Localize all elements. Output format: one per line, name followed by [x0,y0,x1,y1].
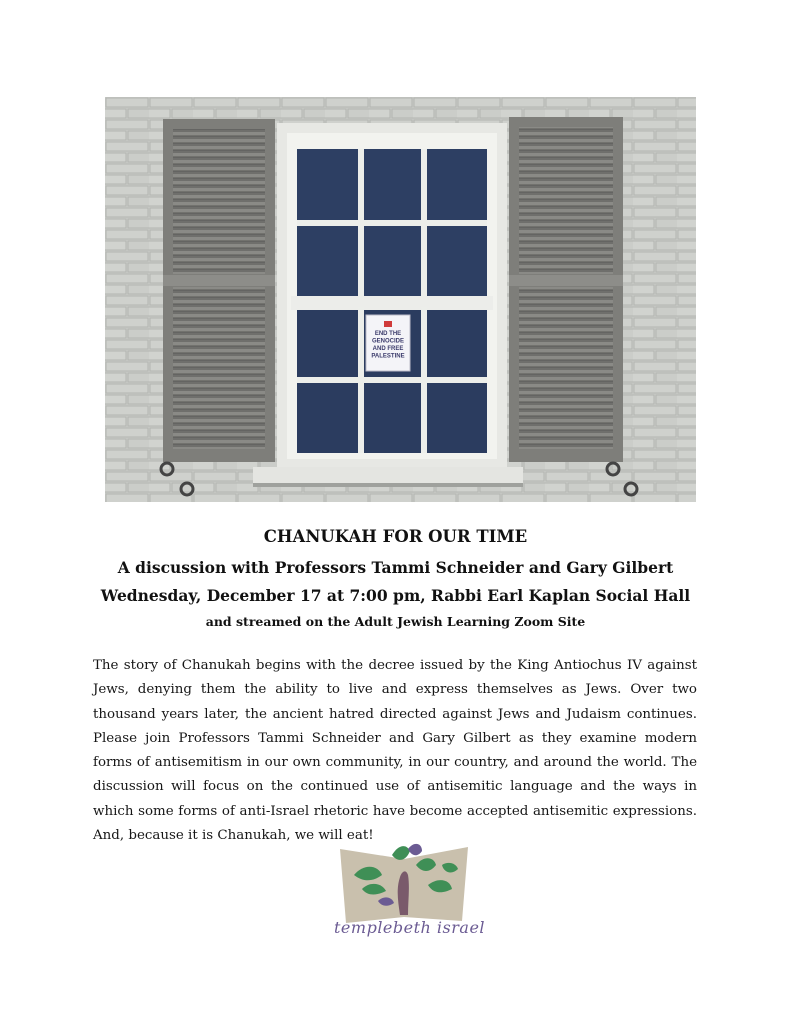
temple-beth-israel-logo [334,835,486,945]
event-description: The story of Chanukah begins with the decree issued by the King Antiochus IV against Jews, denying them the ability to live and express themselves as Jews. Over two thousand years later, the ancient hatred directed against Jews and Judaism continues. Please join Professors Tammi Schneider and Gary Gilbert as they examine modern forms of antisemitism in our own community, in our country, and around the world. The discussion will focus on the continued use of antisemitic language and the ways in which some forms of anti-Israel rhetoric have become accepted antisemitic expressions. And, because it is Chanukah, we will eat! [93,658,697,844]
window-sign-line: END THE [374,331,402,337]
window-sign-line: PALESTINE [371,353,405,360]
window-sign-line: GENOCIDE [371,338,405,345]
temple-logo-text: templebeth israel [334,918,486,937]
event-title: CHANUKAH FOR OUR TIME [263,527,528,546]
right-shutter [509,117,623,462]
window-photo [105,97,696,502]
event-streaming-note: and streamed on the Adult Jewish Learning Zoom Site [205,614,586,629]
window-sign [366,315,410,371]
event-subtitle: A discussion with Professors Tammi Schneider and Gary Gilbert [117,558,674,577]
window-sign-text [371,331,404,360]
window-sign-line: AND FREE [372,346,404,352]
left-shutter [163,119,275,462]
window-photo-graphic [105,97,696,502]
event-datetime-location: Wednesday, December 17 at 7:00 pm, Rabbi Earl Kaplan Social Hall [100,586,691,605]
window-frame [253,123,523,487]
